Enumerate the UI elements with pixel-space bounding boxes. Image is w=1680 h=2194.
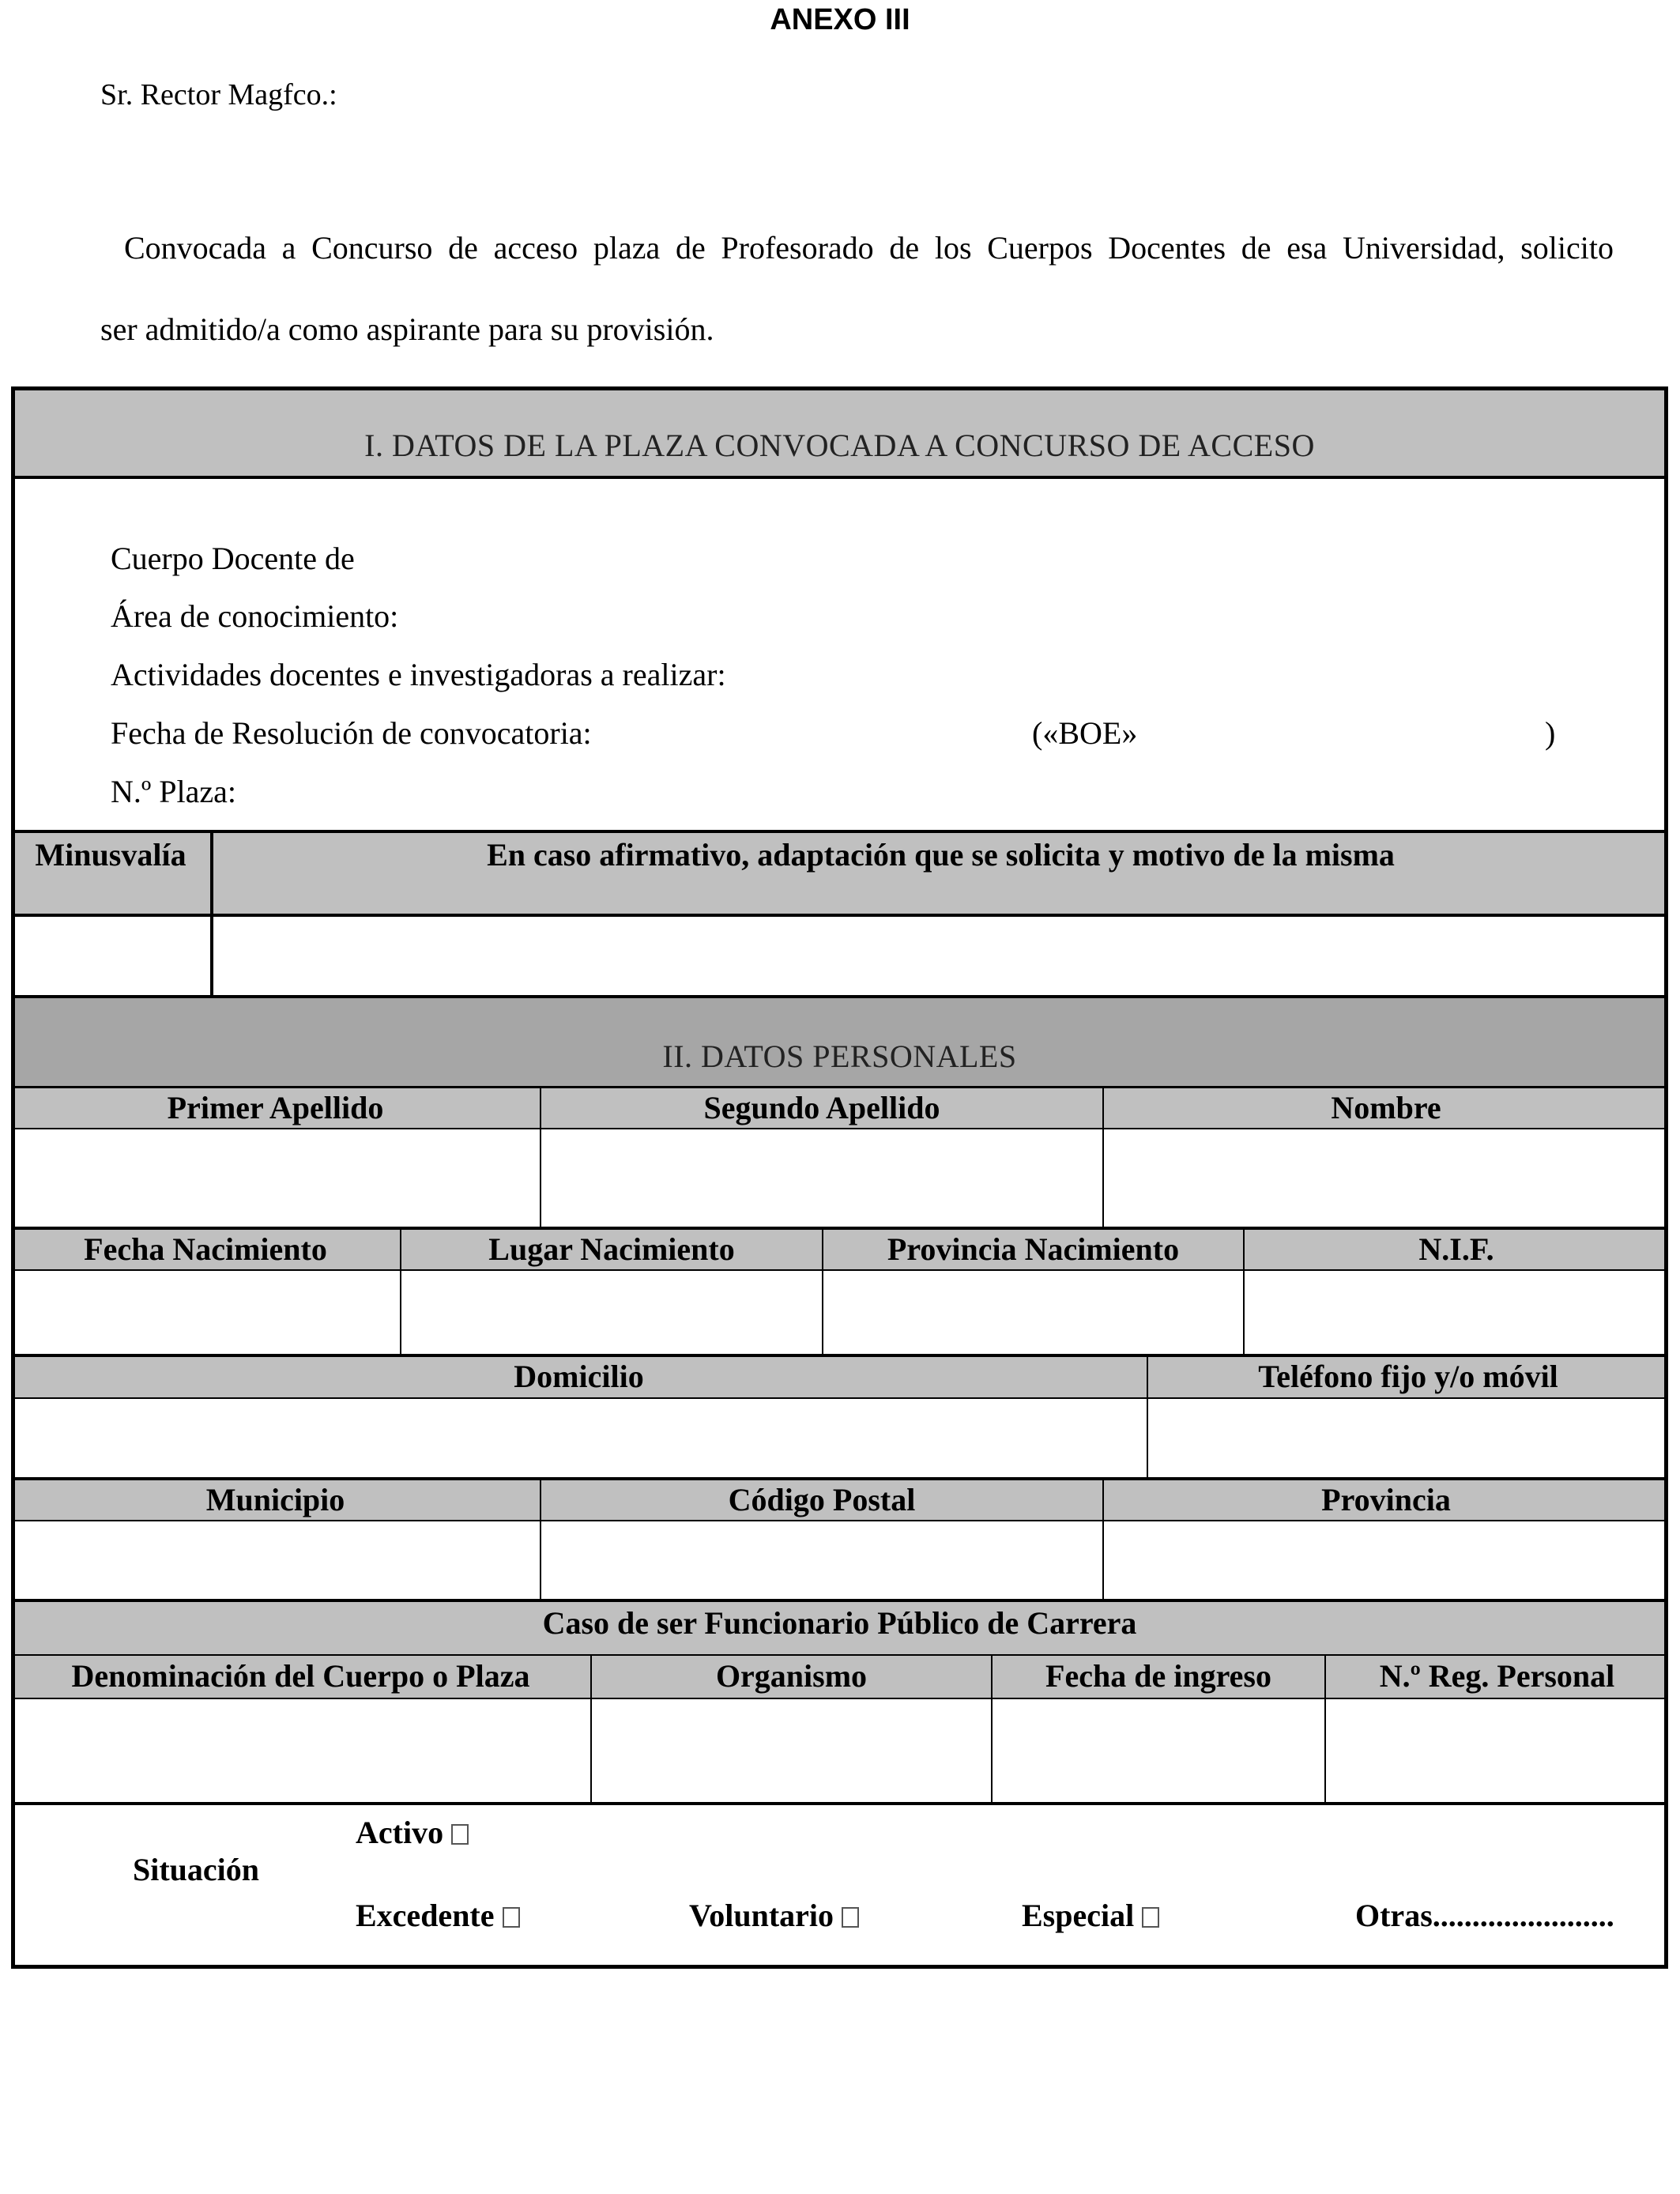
minusvalia-header: Minusvalía <box>35 837 186 873</box>
intro-line-2: ser admitido/a como aspirante para su provisión. <box>100 311 714 347</box>
section2-title: II. DATOS PERSONALES <box>662 1039 1017 1074</box>
header-primer-apellido: Primer Apellido <box>167 1090 384 1125</box>
header-fecha-ingreso: Fecha de ingreso <box>1045 1658 1271 1694</box>
header-fecha-nacimiento: Fecha Nacimiento <box>84 1231 327 1267</box>
option-especial[interactable] <box>1022 1897 1159 1934</box>
header-denominacion: Denominación del Cuerpo o Plaza <box>71 1658 530 1694</box>
option-activo[interactable] <box>356 1814 469 1851</box>
section1-title: I. DATOS DE LA PLAZA CONVOCADA A CONCURSO DE ACCESO <box>364 428 1315 463</box>
header-lugar-nacimiento: Lugar Nacimiento <box>488 1231 735 1267</box>
option-voluntario[interactable] <box>689 1897 859 1934</box>
adaptacion-header: En caso afirmativo, adaptación que se solicita y motivo de la misma <box>487 837 1395 873</box>
option-excedente[interactable] <box>356 1897 520 1934</box>
page-title: ANEXO III <box>770 3 910 36</box>
especial-checkbox[interactable] <box>1142 1907 1159 1928</box>
salutation: Sr. Rector Magfco.: <box>100 78 337 111</box>
header-nombre: Nombre <box>1331 1090 1441 1125</box>
option-especial-label: Especial <box>1022 1898 1135 1933</box>
field-cuerpo-docente: Cuerpo Docente de <box>111 541 355 576</box>
field-plaza: N.º Plaza: <box>111 774 237 809</box>
excedente-checkbox[interactable] <box>503 1907 520 1928</box>
situacion-label: Situación <box>133 1852 260 1887</box>
header-codigo-postal: Código Postal <box>728 1482 916 1517</box>
field-fecha-resolucion: Fecha de Resolución de convocatoria: <box>111 715 592 751</box>
header-municipio: Municipio <box>205 1482 345 1517</box>
header-telefono: Teléfono fijo y/o móvil <box>1258 1359 1558 1394</box>
header-segundo-apellido: Segundo Apellido <box>703 1090 940 1125</box>
field-actividades: Actividades docentes e investigadoras a realizar: <box>111 657 726 692</box>
header-reg-personal: N.º Reg. Personal <box>1379 1658 1615 1694</box>
header-domicilio: Domicilio <box>514 1359 644 1394</box>
option-otras[interactable]: Otras....................... <box>1355 1898 1614 1933</box>
funcionario-title: Caso de ser Funcionario Público de Carrera <box>542 1605 1137 1641</box>
option-activo-label: Activo <box>356 1815 444 1850</box>
header-nif: N.I.F. <box>1418 1231 1494 1267</box>
option-voluntario-label: Voluntario <box>689 1898 834 1933</box>
voluntario-checkbox[interactable] <box>842 1907 859 1928</box>
intro-line-1: Convocada a Concurso de acceso plaza de Profesorado de los Cuerpos Docentes de esa Universidad, solicito <box>124 230 1614 266</box>
activo-checkbox[interactable] <box>451 1824 469 1845</box>
header-provincia: Provincia <box>1321 1482 1451 1517</box>
field-boe-close: ) <box>1545 715 1556 751</box>
option-excedente-label: Excedente <box>356 1898 495 1933</box>
field-area-conocimiento: Área de conocimiento: <box>111 598 399 634</box>
header-provincia-nacimiento: Provincia Nacimiento <box>887 1231 1180 1267</box>
header-organismo: Organismo <box>715 1658 868 1694</box>
field-boe-open: («BOE» <box>1032 715 1138 751</box>
